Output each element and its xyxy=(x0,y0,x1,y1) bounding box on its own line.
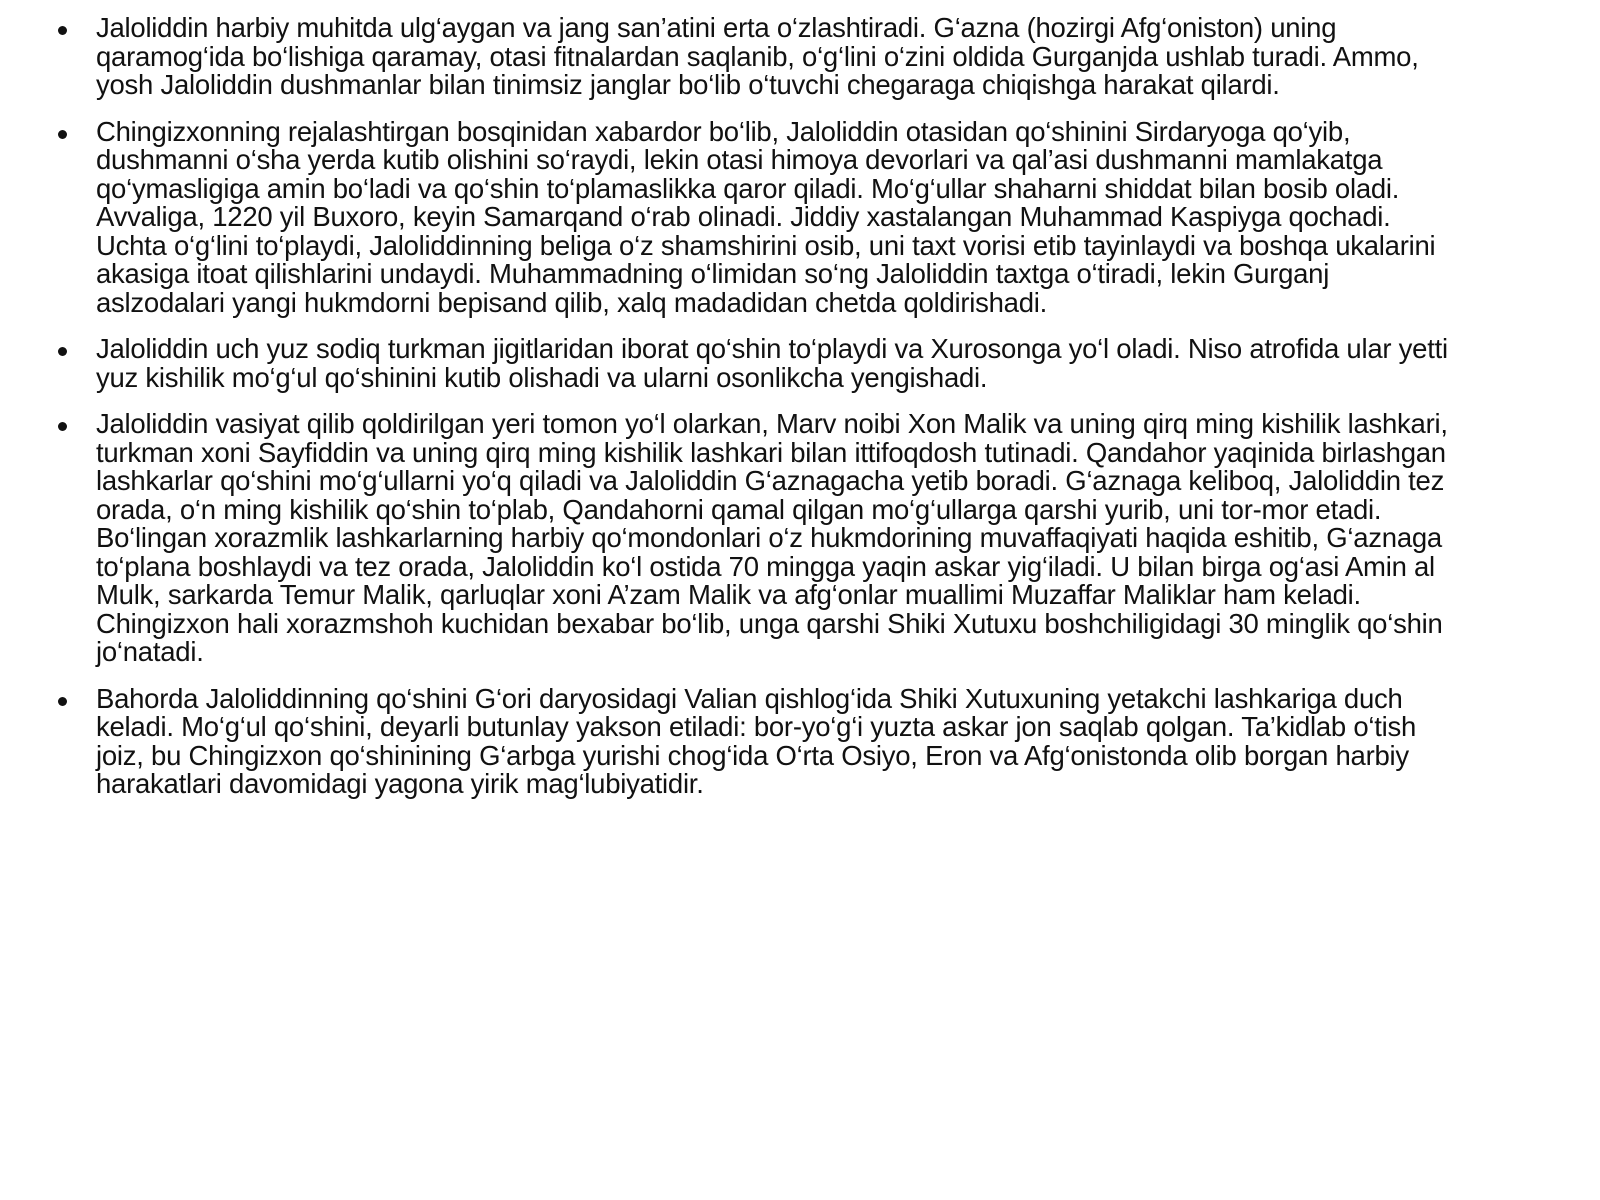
paragraph-text: Jaloliddin uch yuz sodiq turkman jigitlaridan iborat qo‘shin to‘playdi va Xurosonga yo‘l oladi. Niso atrofida ular yetti yuz kishilik mo‘g‘ul qo‘shinini kutib olishadi va ularni osonlikcha yengishadi. xyxy=(96,333,1448,393)
bullet-icon xyxy=(58,26,67,35)
list-item xyxy=(50,682,1450,799)
paragraph-text: Jaloliddin harbiy muhitda ulg‘aygan va jang san’atini erta o‘zlashtiradi. G‘azna (hozirgi Afg‘oniston) uning qaramog‘ida bo‘lishiga qaramay, otasi fitnalardan saqlanib, o‘g‘lini o‘zini oldida Gurganjda ushlab turadi. Ammo, yosh Jaloliddin dushmanlar bilan tinimsiz janglar bo‘lib o‘tuvchi chegaraga chiqishga harakat qilardi. xyxy=(96,12,1419,100)
bullet-icon xyxy=(58,422,67,431)
bullet-icon xyxy=(58,697,67,706)
paragraph-text: Jaloliddin vasiyat qilib qoldirilgan yeri tomon yo‘l olarkan, Marv noibi Xon Malik va uning qirq ming kishilik lashkari, turkman xoni Sayfiddin va uning qirq ming kishilik lashkari bilan ittifoqdosh tutinadi. Qandahor yaqinida birlashgan lashkarlar qo‘shini mo‘g‘ullarni yo‘q qiladi va Jaloliddin G‘aznagacha yetib boradi. G‘aznaga keliboq, Jaloliddin tez orada, o‘n ming kishilik qo‘shin to‘plab, Qandahorni qamal qilgan mo‘g‘ullarga qarshi yurib, uni tor-mor etadi. Bo‘lingan xorazmlik lashkarlarning harbiy qo‘mondonlari o‘z hukmdorining muvaffaqiyati haqida eshitib, G‘aznaga to‘plana boshlaydi va tez orada, Jaloliddin ko‘l ostida 70 mingga yaqin askar yig‘iladi. U bilan birga og‘asi Amin al Mulk, sarkarda Temur Malik, qarluqlar xoni A’zam Malik va afg‘onlar muallimi Muzaffar Maliklar ham keladi. Chingizxon hali xorazmshoh kuchidan bexabar bo‘lib, unga qarshi Shiki Xutuxu boshchiligidagi 30 minglik qo‘shin jo‘natadi. xyxy=(96,408,1448,667)
bullet-list xyxy=(50,14,1450,817)
list-item xyxy=(50,14,1450,100)
list-item xyxy=(50,115,1450,318)
list-item xyxy=(50,335,1450,392)
list-item xyxy=(50,410,1450,667)
bullet-icon xyxy=(58,347,67,356)
bullet-icon xyxy=(58,130,67,139)
paragraph-text: Bahorda Jaloliddinning qo‘shini G‘ori daryosidagi Valian qishlog‘ida Shiki Xutuxuning yetakchi lashkariga duch keladi. Mo‘g‘ul qo‘shini, deyarli butunlay yakson etiladi: bor-yo‘g‘i yuzta askar jon saqlab qolgan. Ta’kidlab o‘tish joiz, bu Chingizxon qo‘shinining G‘arbga yurishi chog‘ida O‘rta Osiyo, Eron va Afg‘onistonda olib borgan harbiy harakatlari davomidagi yagona yirik mag‘lubiyatidir. xyxy=(96,682,1417,799)
paragraph-text: Chingizxonning rejalashtirgan bosqinidan xabardor bo‘lib, Jaloliddin otasidan qo‘shinini Sirdaryoga qo‘yib, dushmanni o‘sha yerda kutib olishini so‘raydi, lekin otasi himoya devorlari va qal’asi dushmanni mamlakatga qo‘ymasligiga amin bo‘ladi va qo‘shin to‘plamaslikka qaror qiladi. Mo‘g‘ullar shaharni shiddat bilan bosib oladi. Avvaliga, 1220 yil Buxoro, keyin Samarqand o‘rab olinadi. Jiddiy xastalangan Muhammad Kaspiyga qochadi. Uchta o‘g‘lini to‘playdi, Jaloliddinning beliga o‘z shamshirini osib, uni taxt vorisi etib tayinlaydi va boshqa ukalarini akasiga itoat qilishlarini undaydi. Muhammadning o‘limidan so‘ng Jaloliddin taxtga o‘tiradi, lekin Gurganj aslzodalari yangi hukmdorni bepisand qilib, xalq madadidan chetda qoldirishadi. xyxy=(96,115,1436,318)
